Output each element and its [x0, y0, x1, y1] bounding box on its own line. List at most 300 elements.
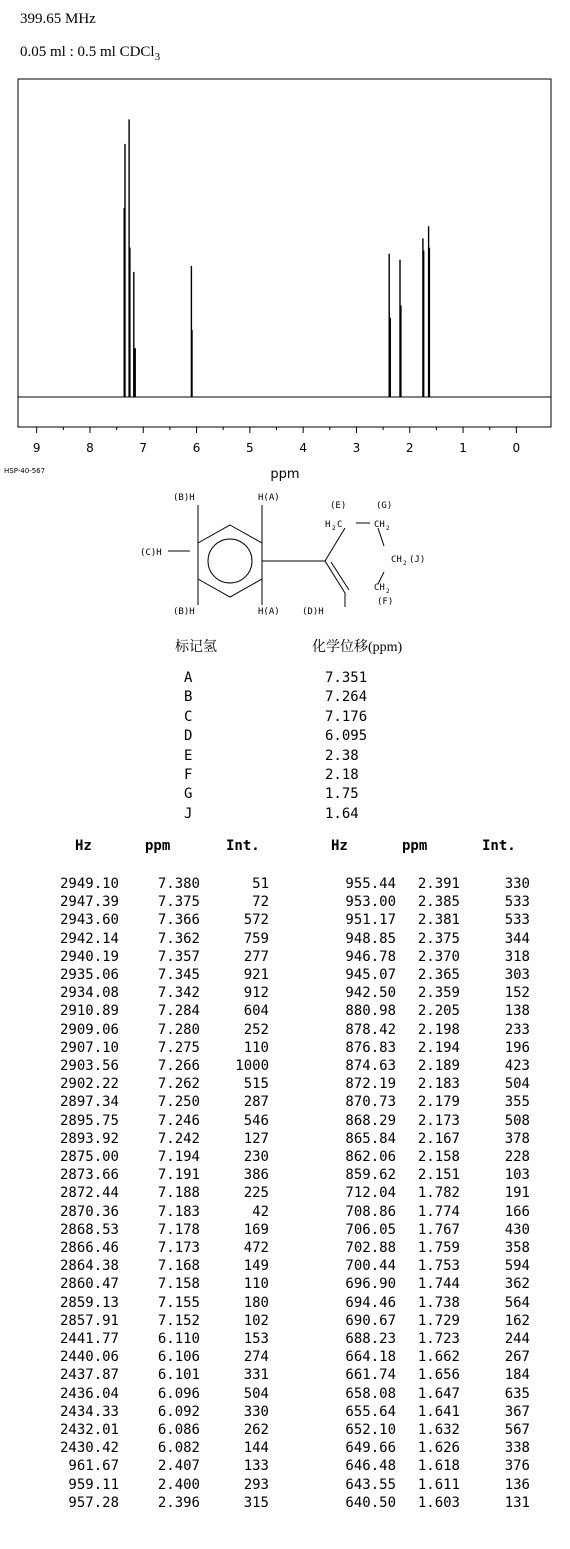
cell-int-1: 472	[243, 1240, 269, 1256]
table-row	[0, 894, 570, 912]
label-dh: (D)H	[302, 607, 324, 617]
x-axis-label: ppm	[270, 467, 300, 482]
cell-int-1: 110	[243, 1039, 269, 1056]
table-row	[0, 1167, 570, 1185]
table-row	[0, 1204, 570, 1222]
cell-int-2: 504	[504, 1076, 530, 1093]
peak-header-hz-1: Hz	[75, 838, 92, 854]
peak-header-hz-2: Hz	[331, 838, 348, 854]
table-row	[0, 1295, 570, 1313]
cell-ppm-1: 7.191	[157, 1167, 200, 1184]
table-row	[0, 1404, 570, 1422]
table-row	[0, 1477, 570, 1495]
cell-hz-2: 951.17	[345, 912, 396, 929]
cell-hz-1: 2947.39	[59, 894, 119, 911]
cell-ppm-1: 7.345	[157, 967, 200, 983]
cell-hz-2: 694.46	[345, 1294, 396, 1311]
table-row	[0, 1367, 570, 1385]
shift-header-hydrogen: 标记氢	[175, 640, 217, 655]
cell-ppm-1: 7.158	[157, 1276, 200, 1293]
cell-ppm-2: 2.198	[417, 1021, 460, 1038]
cell-ppm-1: 7.284	[157, 1003, 200, 1020]
cell-int-2: 508	[504, 1112, 530, 1129]
cell-hz-2: 868.29	[345, 1112, 396, 1129]
cell-hz-2: 696.90	[345, 1276, 396, 1293]
x-tick-label-5: 5	[246, 441, 254, 455]
cell-int-1: 144	[243, 1440, 269, 1457]
x-tick-label-4: 4	[299, 441, 307, 455]
label-bh-bottom: (B)H	[173, 607, 195, 617]
x-tick-label-8: 8	[86, 441, 94, 455]
shift-label-F: F	[184, 767, 193, 783]
table-row	[0, 1331, 570, 1349]
cell-int-1: 293	[243, 1476, 269, 1493]
cell-hz-2: 880.98	[345, 1003, 396, 1020]
shift-value-B: 7.264	[325, 689, 368, 706]
cell-ppm-1: 7.152	[157, 1312, 200, 1329]
cell-ppm-2: 2.381	[417, 912, 460, 929]
cell-ppm-2: 2.359	[417, 985, 460, 1002]
cell-int-2: 166	[504, 1203, 530, 1220]
cell-hz-1: 2942.14	[59, 930, 119, 947]
cell-hz-2: 948.85	[345, 930, 396, 947]
solvent-subscript: 3	[154, 51, 161, 63]
table-row	[0, 949, 570, 967]
label-f: (F)	[377, 597, 394, 607]
cell-ppm-2: 1.774	[417, 1203, 460, 1220]
peak-header-ppm-1: ppm	[145, 838, 171, 854]
cell-int-2: 162	[504, 1312, 530, 1329]
cell-int-2: 196	[504, 1039, 530, 1056]
cell-int-1: 287	[243, 1094, 269, 1111]
cell-ppm-2: 2.179	[417, 1094, 460, 1111]
cell-int-1: 230	[243, 1149, 269, 1165]
cell-int-1: 331	[243, 1367, 269, 1384]
cell-ppm-1: 7.188	[157, 1185, 200, 1202]
label-ch2-f-sub: 2	[386, 588, 390, 595]
cell-hz-1: 2895.75	[59, 1112, 119, 1129]
cell-ppm-1: 6.092	[157, 1403, 200, 1420]
label-e: (E)	[330, 501, 347, 511]
cell-ppm-2: 2.375	[417, 930, 460, 947]
label-ch2-f: CH	[374, 583, 385, 593]
table-row	[0, 1440, 570, 1458]
cell-hz-2: 865.84	[345, 1130, 396, 1147]
shift-value-J: 1.64	[325, 805, 359, 822]
cell-int-1: 149	[243, 1258, 269, 1275]
ring2-bond1	[325, 528, 345, 561]
cell-int-2: 635	[504, 1385, 530, 1402]
cell-hz-1: 2909.06	[59, 1021, 119, 1038]
peak-header-int-1: Int.	[226, 838, 260, 854]
cell-int-2: 358	[504, 1240, 530, 1256]
cell-int-2: 136	[504, 1476, 530, 1493]
cell-hz-1: 2434.33	[59, 1403, 119, 1420]
table-row	[0, 1185, 570, 1203]
peak-header-int-2: Int.	[482, 838, 516, 854]
x-tick-label-1: 1	[459, 441, 467, 455]
cell-hz-1: 961.67	[68, 1458, 119, 1475]
cell-int-2: 362	[504, 1276, 530, 1293]
table-row	[0, 1058, 570, 1076]
cell-hz-1: 2437.87	[59, 1367, 119, 1384]
cell-int-1: 504	[243, 1385, 269, 1402]
label-ch: (C)H	[140, 548, 162, 558]
cell-hz-1: 2943.60	[59, 912, 119, 929]
table-row	[0, 1422, 570, 1440]
peak-group	[124, 119, 429, 397]
cell-ppm-1: 7.375	[157, 894, 200, 911]
cell-ppm-1: 7.275	[157, 1039, 200, 1056]
cell-hz-1: 957.28	[68, 1494, 119, 1511]
shift-label-D: D	[184, 728, 193, 745]
label-h2c-c: C	[337, 520, 343, 530]
cell-hz-2: 878.42	[345, 1021, 396, 1038]
shift-value-A: 7.351	[325, 670, 368, 686]
cell-hz-1: 2949.10	[59, 876, 119, 892]
cell-int-2: 152	[504, 985, 530, 1002]
shift-label-C: C	[184, 708, 193, 725]
cell-ppm-1: 7.242	[157, 1130, 200, 1147]
cell-int-2: 376	[504, 1458, 530, 1475]
cell-ppm-1: 7.173	[157, 1240, 200, 1256]
cell-ppm-1: 7.357	[157, 948, 200, 965]
x-tick-label-7: 7	[139, 441, 148, 455]
cell-hz-1: 2872.44	[59, 1185, 119, 1202]
molecule-structure	[0, 480, 570, 620]
cell-ppm-2: 1.767	[417, 1221, 460, 1238]
cell-hz-2: 655.64	[345, 1403, 396, 1420]
cell-ppm-1: 6.110	[157, 1331, 200, 1347]
cell-ppm-1: 2.407	[157, 1458, 200, 1475]
cell-hz-1: 2859.13	[59, 1294, 119, 1311]
cell-hz-2: 649.66	[345, 1440, 396, 1457]
shift-label-G: G	[184, 786, 193, 803]
label-ch2-j-sub: 2	[403, 560, 407, 567]
label-h2c-h: H	[325, 520, 331, 530]
cell-ppm-2: 2.158	[417, 1149, 460, 1165]
cell-hz-1: 2857.91	[59, 1312, 119, 1329]
cell-ppm-2: 1.618	[417, 1458, 460, 1475]
cell-hz-2: 955.44	[345, 876, 396, 892]
cell-hz-2: 664.18	[345, 1349, 396, 1366]
cell-ppm-2: 2.370	[417, 948, 460, 965]
cell-ppm-2: 2.151	[417, 1167, 460, 1184]
table-row	[0, 1149, 570, 1167]
cell-ppm-2: 2.173	[417, 1112, 460, 1129]
table-row	[0, 1022, 570, 1040]
cell-int-2: 184	[504, 1367, 530, 1384]
cell-int-1: 133	[243, 1458, 269, 1475]
cell-hz-2: 643.55	[345, 1476, 396, 1493]
cell-hz-2: 690.67	[345, 1312, 396, 1329]
cell-hz-2: 706.05	[345, 1221, 396, 1238]
cell-ppm-1: 7.194	[157, 1149, 200, 1165]
shift-label-A: A	[184, 670, 193, 686]
cell-hz-2: 872.19	[345, 1076, 396, 1093]
cell-hz-1: 2864.38	[59, 1258, 119, 1275]
table-row	[0, 1276, 570, 1294]
cell-hz-1: 2897.34	[59, 1094, 119, 1111]
table-row	[0, 931, 570, 949]
cell-hz-1: 2430.42	[59, 1440, 119, 1457]
cell-hz-1: 2866.46	[59, 1240, 119, 1256]
cell-hz-2: 942.50	[345, 985, 396, 1002]
cell-ppm-1: 7.362	[157, 930, 200, 947]
cell-ppm-1: 7.380	[157, 876, 200, 892]
label-ch2-j: CH	[391, 555, 402, 565]
cell-int-1: 386	[243, 1167, 269, 1184]
x-tick-label-6: 6	[192, 441, 201, 455]
shift-label-J: J	[184, 805, 193, 822]
table-row	[0, 1113, 570, 1131]
x-axis-ticks	[33, 427, 520, 455]
shift-value-C: 7.176	[325, 708, 368, 725]
cell-hz-1: 2860.47	[59, 1276, 119, 1293]
cell-hz-2: 953.00	[345, 894, 396, 911]
x-tick-label-3: 3	[352, 441, 361, 455]
solvent-text: 0.05 ml : 0.5 ml CDCl	[20, 44, 155, 60]
cell-ppm-1: 6.101	[157, 1367, 200, 1384]
cell-int-2: 564	[504, 1294, 530, 1311]
spectrum-code: HSP-40-567	[4, 467, 46, 475]
ring2-bond2	[325, 561, 345, 593]
cell-ppm-1: 7.366	[157, 912, 200, 929]
cell-int-2: 330	[504, 876, 530, 892]
cell-hz-1: 2870.36	[59, 1203, 119, 1220]
cell-int-1: 102	[243, 1312, 269, 1329]
table-row	[0, 1349, 570, 1367]
cell-ppm-2: 1.656	[417, 1367, 460, 1384]
cell-ppm-2: 1.626	[417, 1440, 460, 1457]
cell-ppm-2: 1.729	[417, 1312, 460, 1329]
table-row	[0, 1076, 570, 1094]
cell-int-1: 912	[243, 985, 269, 1002]
cell-ppm-2: 2.365	[417, 967, 460, 983]
table-row	[0, 1313, 570, 1331]
cell-hz-2: 640.50	[345, 1494, 396, 1511]
table-row	[0, 1258, 570, 1276]
table-row	[0, 1222, 570, 1240]
cell-hz-1: 2902.22	[59, 1076, 119, 1093]
cell-ppm-2: 1.744	[417, 1276, 460, 1293]
cell-hz-1: 2903.56	[59, 1058, 119, 1074]
cell-ppm-1: 7.266	[157, 1058, 200, 1074]
cell-int-1: 515	[243, 1076, 269, 1093]
cell-hz-1: 959.11	[68, 1476, 119, 1493]
cell-int-1: 153	[243, 1331, 269, 1347]
cell-int-2: 594	[504, 1258, 530, 1275]
cell-int-1: 274	[243, 1349, 269, 1366]
cell-int-1: 127	[243, 1130, 269, 1147]
label-bh-top: (B)H	[173, 493, 195, 503]
table-row	[0, 967, 570, 985]
label-ch2-g: CH	[374, 520, 385, 530]
cell-hz-2: 945.07	[345, 967, 396, 983]
cell-int-1: 330	[243, 1403, 269, 1420]
cell-hz-2: 876.83	[345, 1039, 396, 1056]
table-row	[0, 1040, 570, 1058]
cell-ppm-2: 2.167	[417, 1130, 460, 1147]
cell-ppm-2: 2.194	[417, 1039, 460, 1056]
cell-hz-2: 859.62	[345, 1167, 396, 1184]
cell-int-1: 315	[243, 1494, 269, 1511]
cell-ppm-1: 7.246	[157, 1112, 200, 1129]
shift-label-E: E	[184, 747, 193, 764]
cell-hz-2: 652.10	[345, 1422, 396, 1438]
cell-hz-1: 2893.92	[59, 1130, 119, 1147]
cell-hz-2: 946.78	[345, 948, 396, 965]
cell-int-2: 344	[504, 930, 530, 947]
cell-int-1: 1000	[235, 1058, 269, 1074]
cell-int-2: 103	[504, 1167, 530, 1184]
cell-ppm-2: 2.205	[417, 1003, 460, 1020]
cell-int-1: 169	[243, 1221, 269, 1238]
cell-ppm-2: 2.189	[417, 1058, 460, 1074]
cell-hz-1: 2935.06	[59, 967, 119, 983]
cell-ppm-1: 6.082	[157, 1440, 200, 1457]
cell-ppm-1: 7.262	[157, 1076, 200, 1093]
cell-int-1: 252	[243, 1021, 269, 1038]
cell-hz-2: 658.08	[345, 1385, 396, 1402]
cell-hz-2: 862.06	[345, 1149, 396, 1165]
cell-hz-1: 2432.01	[59, 1422, 119, 1438]
cell-ppm-1: 7.250	[157, 1094, 200, 1111]
shift-label-B: B	[184, 689, 193, 706]
cell-int-1: 759	[243, 930, 269, 947]
cell-int-2: 318	[504, 948, 530, 965]
cell-int-2: 338	[504, 1440, 530, 1457]
cell-int-2: 244	[504, 1331, 530, 1347]
cell-ppm-1: 2.400	[157, 1476, 200, 1493]
aromatic-circle	[208, 539, 252, 583]
cell-int-2: 267	[504, 1349, 530, 1366]
cell-ppm-2: 1.753	[417, 1258, 460, 1275]
cell-ppm-1: 7.168	[157, 1258, 200, 1275]
cell-ppm-1: 6.096	[157, 1385, 200, 1402]
table-row	[0, 1458, 570, 1476]
cell-ppm-2: 1.782	[417, 1185, 460, 1202]
cell-hz-1: 2934.08	[59, 985, 119, 1002]
cell-int-1: 72	[252, 894, 269, 911]
table-row	[0, 1386, 570, 1404]
label-ha-bottom: H(A)	[258, 607, 280, 617]
label-ch2-g-sub: 2	[386, 525, 390, 532]
x-tick-label-2: 2	[405, 441, 414, 455]
cell-int-2: 303	[504, 967, 530, 983]
cell-int-1: 42	[252, 1203, 269, 1220]
table-row	[0, 1495, 570, 1513]
cell-ppm-2: 1.603	[417, 1494, 460, 1511]
shift-value-F: 2.18	[325, 767, 359, 783]
cell-int-1: 277	[243, 948, 269, 965]
cell-int-1: 110	[243, 1276, 269, 1293]
cell-hz-2: 874.63	[345, 1058, 396, 1074]
nmr-spectrum-chart	[0, 0, 570, 500]
table-row	[0, 912, 570, 930]
label-j: (J)	[409, 555, 426, 565]
x-tick-label-9: 9	[32, 441, 41, 455]
cell-int-1: 921	[243, 967, 269, 983]
table-row	[0, 985, 570, 1003]
cell-ppm-1: 7.280	[157, 1021, 200, 1038]
cell-hz-2: 712.04	[345, 1185, 396, 1202]
cell-int-1: 225	[243, 1185, 269, 1202]
cell-hz-2: 702.88	[345, 1240, 396, 1256]
cell-hz-2: 646.48	[345, 1458, 396, 1475]
cell-int-1: 262	[243, 1422, 269, 1438]
table-row	[0, 1131, 570, 1149]
cell-int-2: 367	[504, 1403, 530, 1420]
cell-int-2: 138	[504, 1003, 530, 1020]
cell-hz-1: 2868.53	[59, 1221, 119, 1238]
cell-ppm-1: 7.183	[157, 1203, 200, 1220]
ring2-bond4	[378, 528, 384, 546]
cell-ppm-2: 2.391	[417, 876, 460, 892]
cell-int-2: 430	[504, 1221, 530, 1238]
cell-ppm-1: 7.342	[157, 985, 200, 1002]
spectrometer-frequency: 399.65 MHz	[20, 11, 96, 27]
label-g: (G)	[376, 501, 393, 511]
cell-ppm-2: 1.641	[417, 1403, 460, 1420]
cell-ppm-2: 1.662	[417, 1349, 460, 1366]
cell-hz-1: 2436.04	[59, 1385, 119, 1402]
cell-ppm-2: 2.385	[417, 894, 460, 911]
cell-ppm-2: 1.611	[417, 1476, 460, 1493]
cell-int-1: 51	[252, 876, 269, 892]
cell-hz-1: 2873.66	[59, 1167, 119, 1184]
label-ha-top: H(A)	[258, 493, 280, 503]
cell-hz-1: 2441.77	[59, 1331, 119, 1347]
label-h2c-sub: 2	[332, 525, 336, 532]
cell-ppm-2: 1.759	[417, 1240, 460, 1256]
shift-header-ppm: 化学位移(ppm)	[312, 640, 403, 655]
cell-ppm-2: 1.632	[417, 1422, 460, 1438]
x-tick-label-0: 0	[512, 441, 521, 455]
table-row	[0, 876, 570, 894]
shift-value-G: 1.75	[325, 786, 359, 803]
cell-ppm-2: 1.647	[417, 1385, 460, 1402]
table-row	[0, 1094, 570, 1112]
plot-frame	[18, 79, 551, 427]
cell-int-2: 191	[504, 1185, 530, 1202]
cell-hz-2: 661.74	[345, 1367, 396, 1384]
cell-int-2: 423	[504, 1058, 530, 1074]
cell-int-1: 546	[243, 1112, 269, 1129]
cell-hz-1: 2875.00	[59, 1149, 119, 1165]
cell-int-2: 131	[504, 1494, 530, 1511]
table-row	[0, 1240, 570, 1258]
cell-hz-1: 2440.06	[59, 1349, 119, 1366]
cell-hz-1: 2940.19	[59, 948, 119, 965]
cell-int-2: 567	[504, 1422, 530, 1438]
cell-ppm-2: 1.723	[417, 1331, 460, 1347]
peak-header-ppm-2: ppm	[402, 838, 428, 854]
cell-hz-1: 2910.89	[59, 1003, 119, 1020]
table-row	[0, 1003, 570, 1021]
cell-ppm-2: 1.738	[417, 1294, 460, 1311]
cell-int-2: 533	[504, 894, 530, 911]
cell-ppm-1: 6.086	[157, 1422, 200, 1438]
cell-ppm-1: 7.178	[157, 1221, 200, 1238]
cell-hz-2: 870.73	[345, 1094, 396, 1111]
cell-hz-1: 2907.10	[59, 1039, 119, 1056]
cell-hz-2: 708.86	[345, 1203, 396, 1220]
cell-ppm-1: 7.155	[157, 1294, 200, 1311]
cell-int-1: 604	[243, 1003, 269, 1020]
cell-int-2: 355	[504, 1094, 530, 1111]
cell-int-1: 572	[243, 912, 269, 929]
